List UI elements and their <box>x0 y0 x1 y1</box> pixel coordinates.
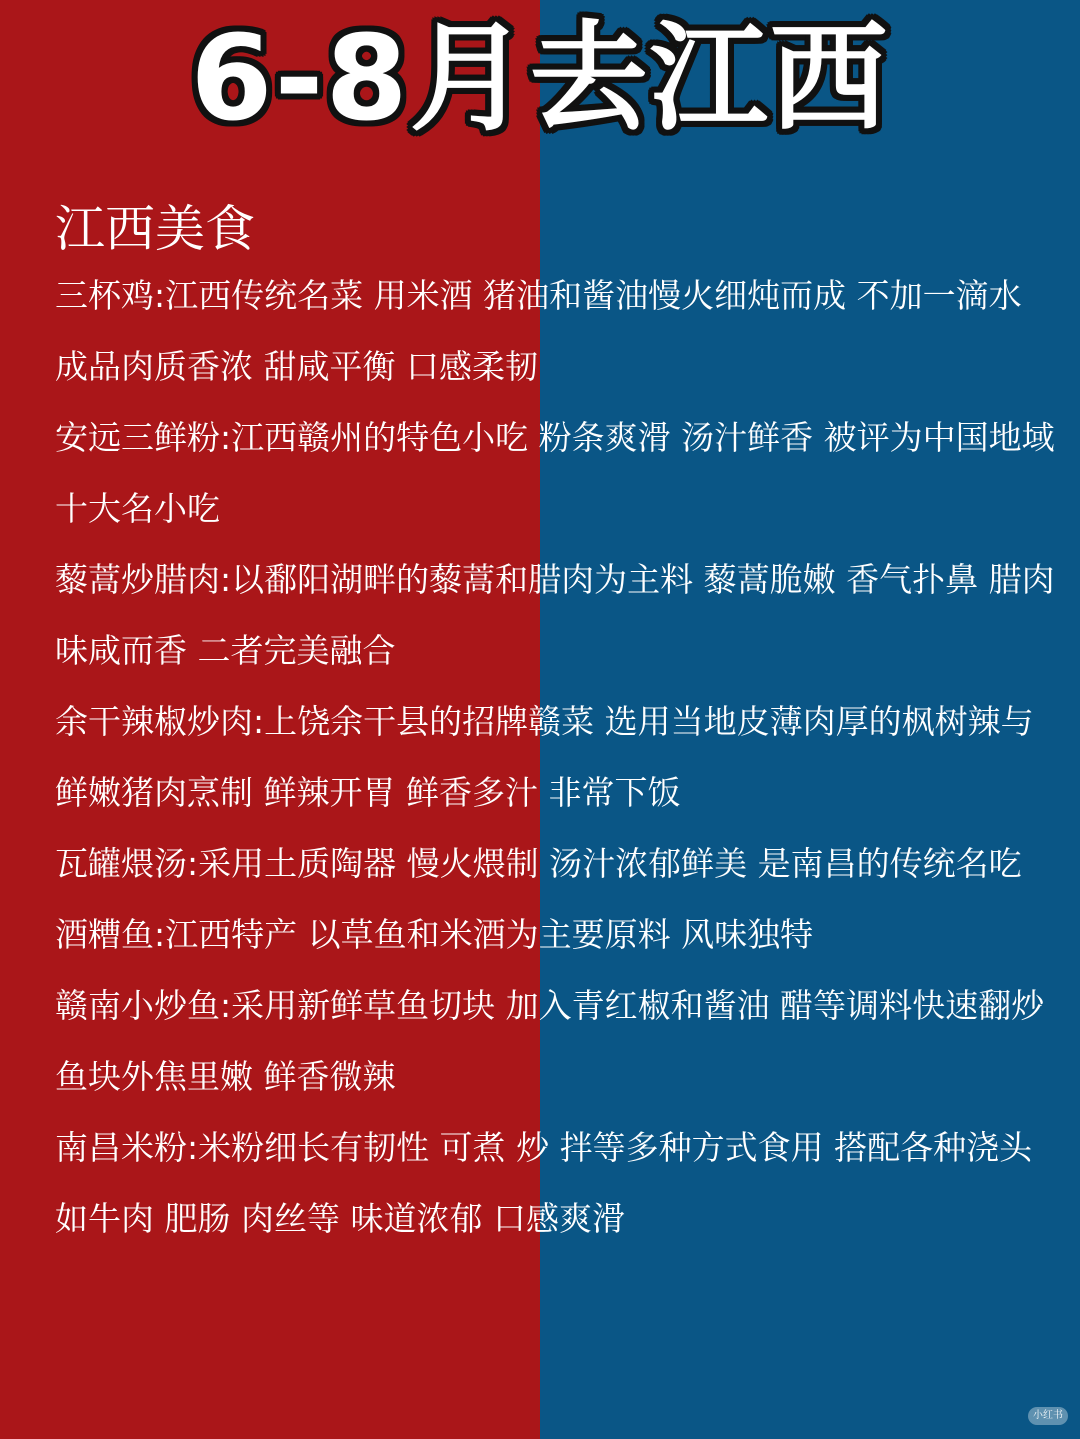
food-item-waguan-weitang: 瓦罐煨汤:采用土质陶器 慢火煨制 汤汁浓郁鲜美 是南昌的传统名吃 <box>55 844 1022 883</box>
page-title: 6-8月去江西 <box>190 9 890 147</box>
watermark-logo: 小红书 <box>1028 1407 1068 1425</box>
food-item-anyuan-sanxianfen: 安远三鲜粉:江西赣州的特色小吃 粉条爽滑 汤汁鲜香 被评为中国地域十大名小吃 <box>55 418 1055 528</box>
food-item-gannan-xiaochaoyu: 赣南小炒鱼:采用新鲜草鱼切块 加入青红椒和酱油 醋等调料快速翻炒 鱼块外焦里嫩 鲜香微辣 <box>55 986 1045 1096</box>
food-section <box>55 196 1055 1254</box>
food-item-nanchang-mifen: 南昌米粉:米粉细长有韧性 可煮 炒 拌等多种方式食用 搭配各种浇头 如牛肉 肥肠 肉丝等 味道浓郁 口感爽滑 <box>55 1128 1033 1238</box>
food-item-yugan-lajiao-chaorou: 余干辣椒炒肉:上饶余干县的招牌赣菜 选用当地皮薄肉厚的枫树辣与鲜嫩猪肉烹制 鲜辣开胃 鲜香多汁 非常下饭 <box>55 702 1034 812</box>
food-item-lihao-larou: 藜蒿炒腊肉:以鄱阳湖畔的藜蒿和腊肉为主料 藜蒿脆嫩 香气扑鼻 腊肉味咸而香 二者完美融合 <box>55 560 1055 670</box>
food-item-jiuzaoyu: 酒糟鱼:江西特产 以草鱼和米酒为主要原料 风味独特 <box>55 915 814 954</box>
food-item-sanbeiji: 三杯鸡:江西传统名菜 用米酒 猪油和酱油慢火细炖而成 不加一滴水 成品肉质香浓 甜咸平衡 口感柔韧 <box>55 276 1022 386</box>
section-heading: 江西美食 <box>55 200 255 258</box>
